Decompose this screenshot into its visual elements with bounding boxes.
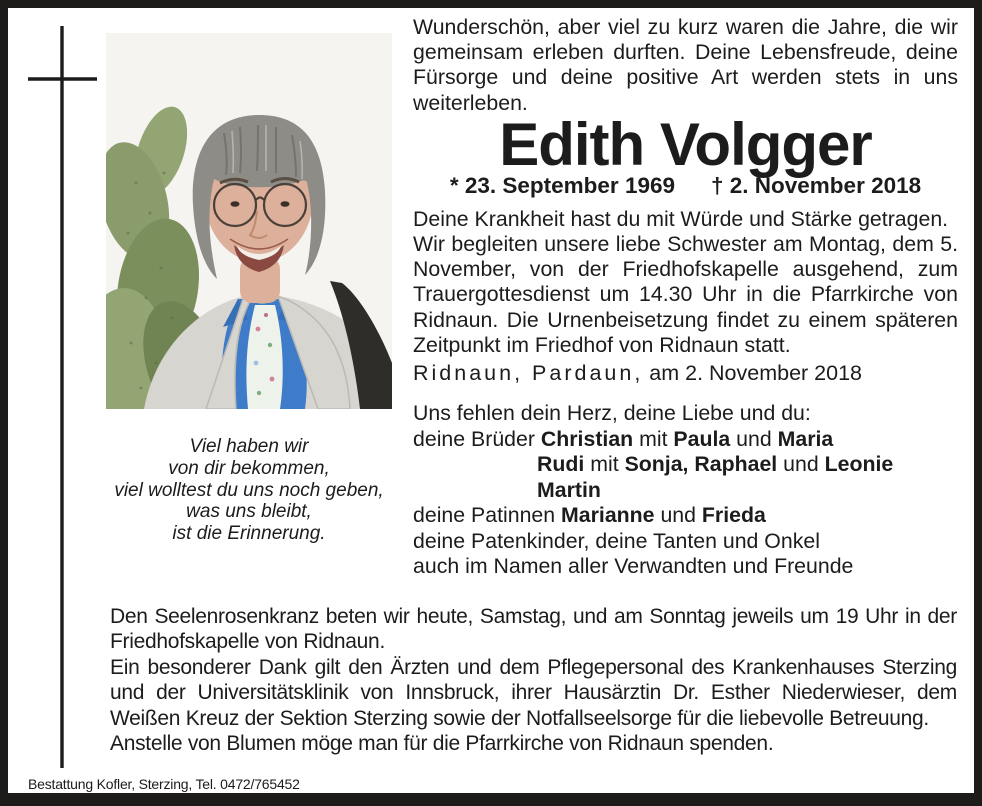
- place-date-line: [413, 360, 958, 386]
- mourner-line: Rudi mit Sonja, Raphael und Leonie: [537, 452, 894, 477]
- opening-paragraph: Wunderschön, aber viel zu kurz waren die Jahre, die wir gemeinsam erleben durften. Deine Lebensfreude, deine Fürsorge und deine positive Art werden stets in uns weiterleben.: [413, 15, 958, 115]
- mourners-list: [413, 427, 958, 580]
- flowers-paragraph: Anstelle von Blumen möge man für die Pfarrkirche von Ridnaun spenden.: [110, 732, 774, 756]
- place-names: Ridnaun, Pardaun,: [413, 361, 644, 386]
- funeral-paragraph: Wir begleiten unsere liebe Schwester am Montag, dem 5. November, von der Friedhofskapelle ausgehend, zum Trauergottesdienst um 14.30 Uhr in die Pfarrkirche von Ridnaun. Die Urnenbeisetzung findet zu einem späteren Zeitpunkt im Friedhof von Ridnaun statt.: [413, 232, 958, 357]
- mourners-block: [413, 401, 958, 580]
- obituary-text-column: [413, 15, 958, 580]
- birth-date: * 23. September 1969: [449, 172, 675, 198]
- thanks-paragraph: Ein besonderer Dank gilt den Ärzten und dem Pflegepersonal des Krankenhauses Sterzing und der Universitätsklinik von Innsbruck, ihrer Hausärztin Dr. Esther Niederwieser, dem Weißen Kreuz der Sektion Sterzing sowie der Notfallseelsorge für die liebevolle Betreuung.: [110, 655, 957, 730]
- illness-paragraph: Deine Krankheit hast du mit Würde und Stärke getragen.: [413, 206, 949, 231]
- memorial-quote: Viel haben wir von dir bekommen, viel wolltest du uns noch geben, was uns bleibt, ist die Erinnerung.: [114, 436, 384, 545]
- place-date: am 2. November 2018: [643, 361, 862, 386]
- death-date: † 2. November 2018: [711, 172, 922, 198]
- announcements-block: [110, 604, 957, 756]
- mourner-line: deine Brüder Christian mit Paula und Maria: [413, 426, 834, 451]
- mourner-line: deine Patinnen Marianne und Frieda: [413, 503, 766, 528]
- funeral-home-info: Bestattung Kofler, Sterzing, Tel. 0472/765452: [28, 776, 300, 792]
- mourners-intro: Uns fehlen dein Herz, deine Liebe und du:: [413, 401, 811, 426]
- cross-icon: [20, 18, 112, 778]
- mourner-line: auch im Namen aller Verwandten und Freunde: [413, 554, 854, 579]
- deceased-name: Edith Volgger: [499, 110, 872, 178]
- mourner-line: deine Patenkinder, deine Tanten und Onkel: [413, 528, 820, 553]
- rosary-paragraph: Den Seelenrosenkranz beten wir heute, Samstag, und am Sonntag jeweils um 19 Uhr in der Friedhofskapelle von Ridnaun.: [110, 605, 957, 654]
- mourner-line: Martin: [537, 477, 601, 502]
- portrait-photo: [106, 33, 392, 409]
